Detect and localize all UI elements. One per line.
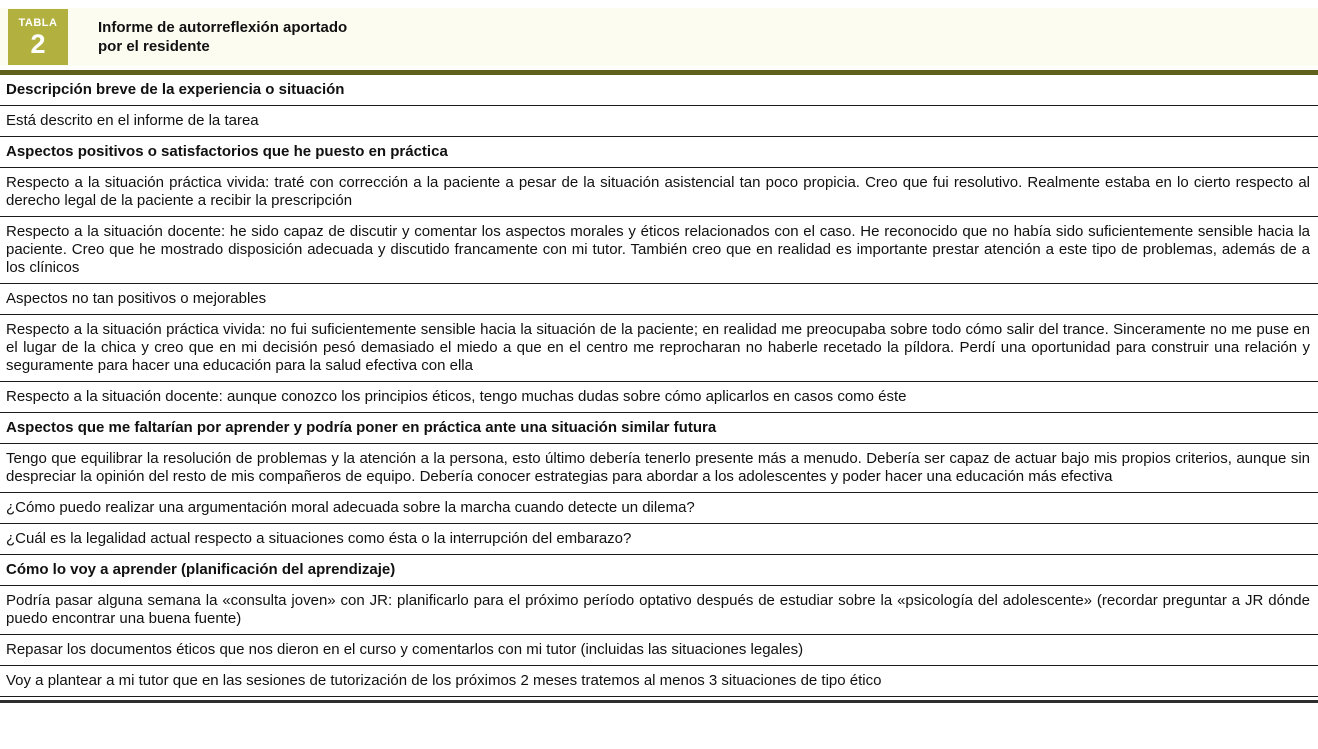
table-row <box>0 382 1318 413</box>
row-text: Respecto a la situación docente: aunque conozco los principios éticos, tengo muchas dudas sobre cómo aplicarlos en casos como éste <box>6 388 907 405</box>
table-label-box <box>8 9 68 65</box>
table-row <box>0 635 1318 666</box>
row-text: Repasar los documentos éticos que nos dieron en el curso y comentarlos con mi tutor (incluidas las situaciones legales) <box>6 641 804 658</box>
row-text: Voy a plantear a mi tutor que en las sesiones de tutorización de los próximos 2 meses tratemos al menos 3 situaciones de tipo ético <box>6 672 882 689</box>
table-label: TABLA <box>18 16 58 29</box>
bottom-rule <box>0 700 1318 703</box>
row-text: ¿Cómo puedo realizar una argumentación moral adecuada sobre la marcha cuando detecte un dilema? <box>6 499 695 516</box>
table-row <box>0 217 1318 284</box>
row-text: Aspectos positivos o satisfactorios que he puesto en práctica <box>6 143 448 160</box>
table-row <box>0 106 1318 137</box>
table-title <box>68 8 1318 66</box>
row-text: Respecto a la situación práctica vivida: traté con corrección a la paciente a pesar de la situación asistencial tan poco propicia. Creo que fui resolutivo. Realmente estaba en lo cierto respecto al derecho legal de la paciente a recibir la prescripción <box>6 174 1310 209</box>
table-row <box>0 524 1318 555</box>
row-text: Podría pasar alguna semana la «consulta joven» con JR: planificarlo para el próximo período optativo después de estudiar sobre la «psicología del adolescente» (recordar preguntar a JR dónde puedo encontrar una buena fuente) <box>6 592 1310 627</box>
row-text: Respecto a la situación docente: he sido capaz de discutir y comentar los aspectos morales y éticos relacionados con el caso. He reconocido que no había sido suficientemente sensible hacia la paciente. Creo que he mostrado disposición adecuada y discutido francamente con mi tutor. También creo que en realidad es importante prestar atención a este tipo de problemas, además de a los clínicos <box>6 223 1310 276</box>
table-title-line-2: por el residente <box>98 38 210 55</box>
row-text: Descripción breve de la experiencia o situación <box>6 81 345 98</box>
row-text: Aspectos que me faltarían por aprender y podría poner en práctica ante una situación similar futura <box>6 419 717 436</box>
row-text: Aspectos no tan positivos o mejorables <box>6 290 267 307</box>
table-row <box>0 444 1318 493</box>
section-header-row <box>0 555 1318 586</box>
table-row <box>0 666 1318 697</box>
row-text: ¿Cuál es la legalidad actual respecto a situaciones como ésta o la interrupción del embarazo? <box>6 530 632 547</box>
section-header-row <box>0 413 1318 444</box>
table-number: 2 <box>30 28 46 59</box>
table-row <box>0 168 1318 217</box>
row-text: Tengo que equilibrar la resolución de problemas y la atención a la persona, esto último debería tenerlo presente más a menudo. Debería ser capaz de actuar bajo mis propios criterios, aunque sin despreciar la opinión del resto de mis compañeros de equipo. Debería conocer estrategias para abordar a los adolescentes y poder hacer una educación más efectiva <box>6 450 1310 485</box>
table-row <box>0 493 1318 524</box>
table-header <box>0 8 1318 66</box>
row-text: Está descrito en el informe de la tarea <box>6 112 259 129</box>
row-text: Respecto a la situación práctica vivida: no fui suficientemente sensible hacia la situación de la paciente; en realidad me preocupaba sobre todo cómo salir del trance. Sinceramente no me puse en el lugar de la chica y creo que en mi decisión pesó demasiado el miedo a que en el centro me reprocharan no haberle recetado la píldora. Perdí una oportunidad para construir una relación y seguramente para hacer una educación para la salud efectiva con ella <box>6 321 1310 374</box>
table-rows <box>0 75 1318 697</box>
table-row <box>0 315 1318 382</box>
table-title-line-1: Informe de autorreflexión aportado <box>98 19 348 36</box>
table-row <box>0 284 1318 315</box>
section-header-row <box>0 75 1318 106</box>
section-header-row <box>0 137 1318 168</box>
row-text: Cómo lo voy a aprender (planificación del aprendizaje) <box>6 561 396 578</box>
table-row <box>0 586 1318 635</box>
